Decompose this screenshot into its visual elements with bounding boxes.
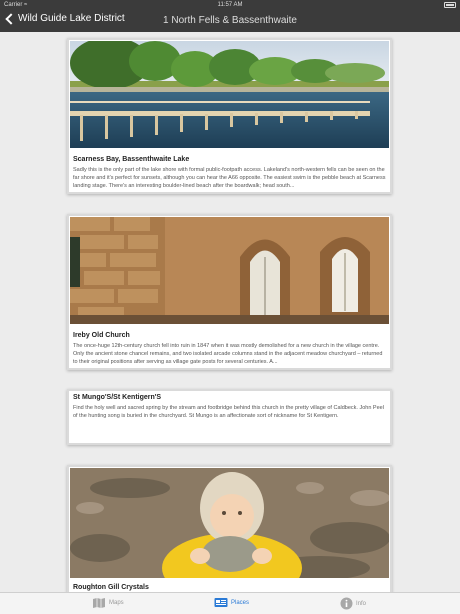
tab-info[interactable] — [340, 597, 366, 610]
tab-label: Places — [231, 599, 250, 606]
place-title: Ireby Old Church — [73, 332, 130, 339]
chevron-left-icon — [5, 13, 16, 24]
place-description: The once-huge 12th-century church fell into ruin in 1847 when it was mostly demolished for a new church in the village centre. Only the ancient stone chancel remains, and two isolated arcade columns stand in the adjacent meadow churchyard – returned to their original positions after serving as village gate posts for several centuries. A... — [73, 343, 383, 365]
back-button[interactable] — [4, 13, 125, 24]
places-list[interactable] — [0, 32, 460, 592]
place-image-child-with-rock — [70, 468, 389, 578]
map-icon — [92, 597, 106, 608]
places-icon — [214, 597, 228, 608]
status-bar — [0, 0, 460, 10]
place-image-church-interior — [70, 217, 389, 324]
navigation-bar — [0, 10, 460, 32]
tab-places[interactable] — [214, 597, 249, 608]
place-card-ireby-old-church[interactable] — [67, 214, 392, 370]
place-title: Roughton Gill Crystals — [73, 584, 149, 591]
back-button-label: Wild Guide Lake District — [18, 13, 125, 24]
tab-maps[interactable] — [92, 597, 124, 608]
status-time: 11:57 AM — [217, 2, 243, 8]
place-card-st-mungos[interactable] — [67, 389, 392, 445]
tab-label: Maps — [109, 599, 124, 606]
place-image-lake-boardwalk — [70, 41, 389, 148]
place-title: Scarness Bay, Bassenthwaite Lake — [73, 156, 190, 163]
info-icon — [340, 597, 353, 610]
tab-bar — [0, 592, 460, 614]
place-description: Find the holy well and sacred spring by the stream and footbridge behind this church in the pretty village of Caldbeck. John Peel of the hunting song is buried in the churchyard. St Mungo is an affectionate sort of nickname for St Kentigern. — [73, 405, 384, 419]
place-card-scarness-bay[interactable] — [67, 38, 392, 194]
place-description: Sadly this is the only part of the lake shore with formal public-footpath access. Lakeland's north-western fells can be seen on the far shore and it's perfect for sunsets, although you can hear the A66 opposite. The easiest swim is the pebble beach at Scarness landing stage. There's an interesting boulder-lined beach after the boardwalk; head south... — [73, 167, 386, 189]
carrier-label: Carrier ≈ — [4, 2, 28, 8]
battery-icon — [444, 2, 456, 8]
tab-label: Info — [356, 600, 367, 607]
place-card-roughton-gill-crystals[interactable] — [67, 465, 392, 592]
place-title: St Mungo'S/St Kentigern'S — [73, 394, 162, 401]
page-title: 1 North Fells & Bassenthwaite — [163, 15, 297, 26]
